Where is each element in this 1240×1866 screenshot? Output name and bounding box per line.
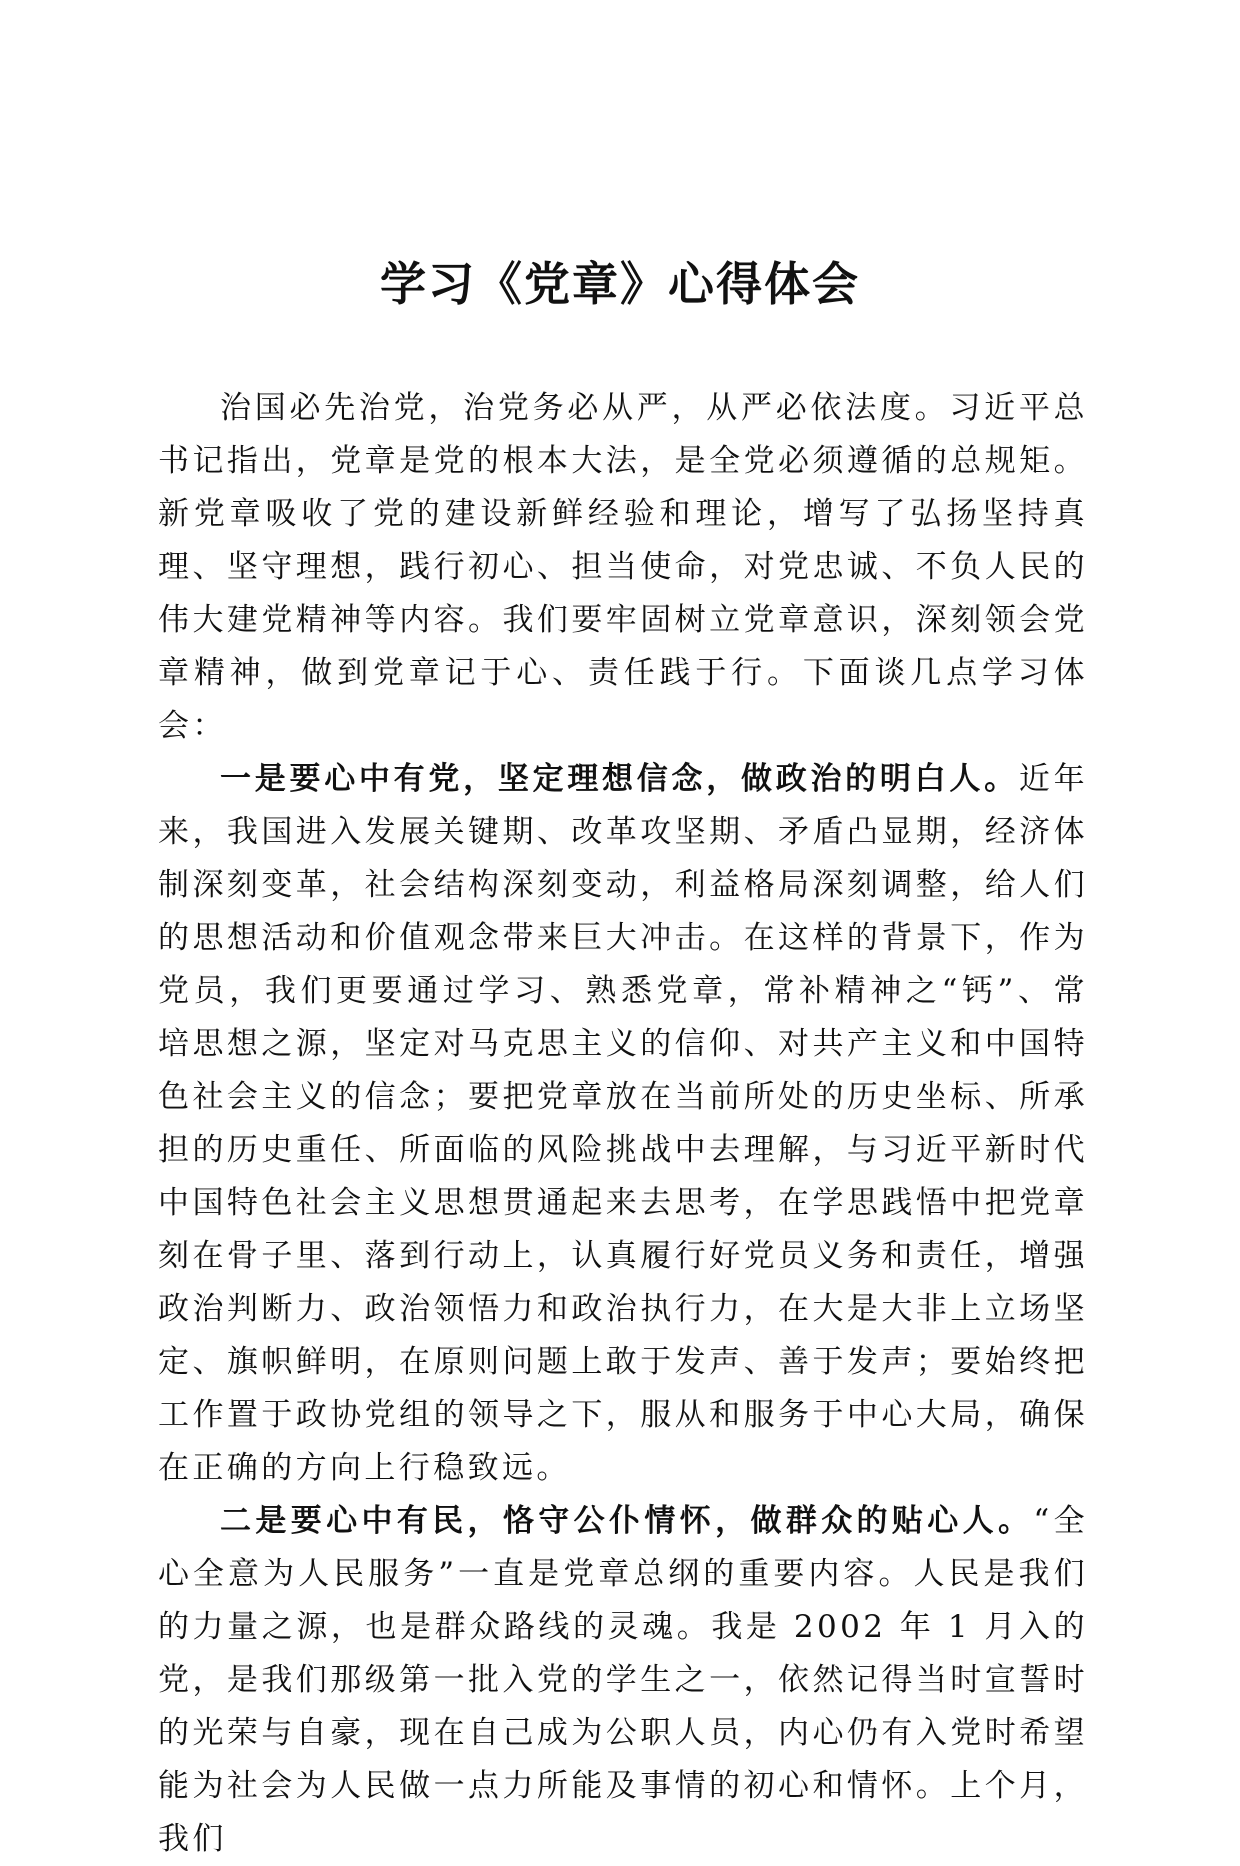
- paragraph-text: “全心全意为人民服务”一直是党章总纲的重要内容。人民是我们的力量之源，也是群众路线的灵魂。我是 2002 年 1 月入的党，是我们那级第一批入党的学生之一，依然记得当时宣誓时的光荣与自豪，现在自己成为公职人员，内心仍有入党时希望能为社会为人民做一点力所能及事情的初心和情怀。上个月，我们: [158, 1503, 1088, 1857]
- paragraph-intro: [158, 382, 1088, 753]
- page-title: 学习《党章》心得体会: [380, 257, 860, 311]
- paragraph-text: 治国必先治党，治党务必从严，从严必依法度。习近平总书记指出，党章是党的根本大法，是全党必须遵循的总规矩。新党章吸收了党的建设新鲜经验和理论，增写了弘扬坚持真理、坚守理想，践行初心、担当使命，对党忠诚、不负人民的伟大建党精神等内容。我们要牢固树立党章意识，深刻领会党章精神，做到党章记于心、责任践于行。下面谈几点学习体会：: [158, 390, 1088, 744]
- paragraph-point-two: [158, 1495, 1088, 1866]
- paragraph-heading: 二是要心中有民，恪守公仆情怀，做群众的贴心人。: [220, 1503, 1034, 1539]
- paragraph-heading: 一是要心中有党，坚定理想信念，做政治的明白人。: [220, 761, 1019, 797]
- document-body: [158, 382, 1088, 1866]
- paragraph-point-one: [158, 753, 1088, 1495]
- paragraph-text: 近年来，我国进入发展关键期、改革攻坚期、矛盾凸显期，经济体制深刻变革，社会结构深刻变动，利益格局深刻调整，给人们的思想活动和价值观念带来巨大冲击。在这样的背景下，作为党员，我们更要通过学习、熟悉党章，常补精神之“钙”、常培思想之源，坚定对马克思主义的信仰、对共产主义和中国特色社会主义的信念；要把党章放在当前所处的历史坐标、所承担的历史重任、所面临的风险挑战中去理解，与习近平新时代中国特色社会主义思想贯通起来去思考，在学思践悟中把党章刻在骨子里、落到行动上，认真履行好党员义务和责任，增强政治判断力、政治领悟力和政治执行力，在大是大非上立场坚定、旗帜鲜明，在原则问题上敢于发声、善于发声；要始终把工作置于政协党组的领导之下，服从和服务于中心大局，确保在正确的方向上行稳致远。: [158, 761, 1088, 1486]
